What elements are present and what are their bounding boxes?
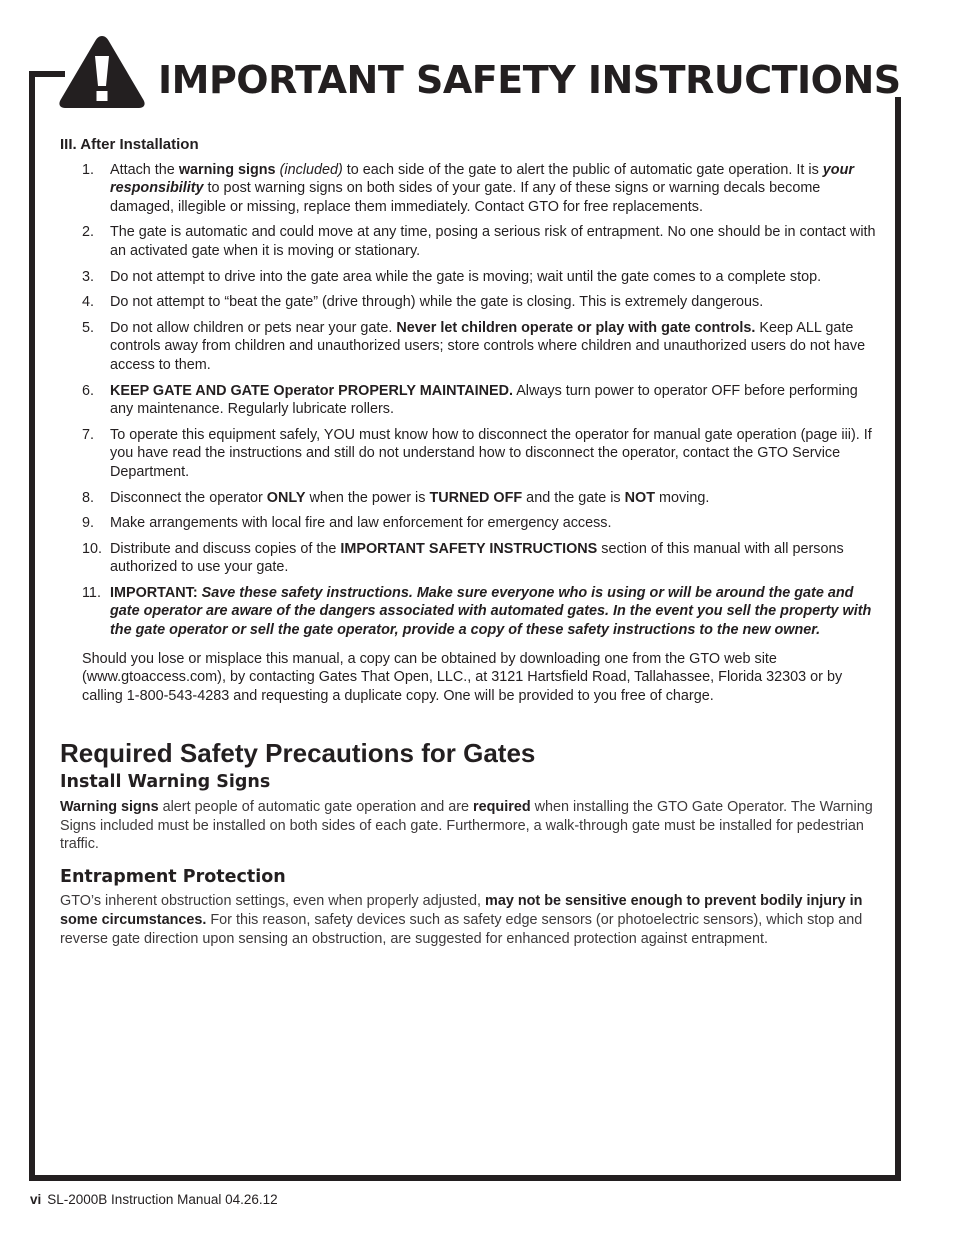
- text-run: Make arrangements with local fire and law enforcement for emergency access.: [110, 515, 612, 532]
- text-run: moving.: [655, 489, 710, 506]
- page-frame-bottom: [29, 1175, 901, 1181]
- text-run: to post warning signs on both sides of your gate. If any of these signs or warning decals become damaged, illegible or missing, replace them immediately. Contact GTO for free replacements.: [110, 180, 821, 215]
- text-run: Keep ALL gate controls away from children and unauthorized users; store controls where children and unauthorized users do not have access to them.: [110, 319, 866, 373]
- warning-signs-heading: Install Warning Signs: [60, 772, 271, 793]
- text-run: Do not attempt to “beat the gate” (drive through) while the gate is closing. This is extremely dangerous.: [110, 294, 764, 311]
- list-item: [60, 293, 882, 312]
- text-run: IMPORTANT:: [110, 584, 202, 601]
- list-item: [60, 514, 882, 533]
- text-run: and the gate is: [522, 489, 625, 506]
- page-frame-left: [29, 71, 35, 1181]
- text-run: Do not allow children or pets near your gate.: [110, 319, 397, 336]
- list-item-number: 8.: [82, 489, 95, 506]
- text-run: when the power is: [305, 489, 430, 506]
- text-run: section of this manual with all persons authorized to use your gate.: [110, 540, 844, 576]
- entrapment-paragraph: [60, 892, 882, 948]
- text-run: Do not attempt to drive into the gate area while the gate is moving; wait until the gate comes to a complete stop.: [110, 268, 822, 285]
- entrapment-heading: Entrapment Protection: [60, 866, 286, 887]
- list-item-number: 1.: [82, 161, 95, 178]
- page-title: IMPORTANT SAFETY INSTRUCTIONS: [158, 58, 901, 102]
- text-run: For this reason, safety devices such as safety edge sensors (or photoelectric sensors), which stop and reverse gate direction upon sensing an obstruction, are suggested for enhanced protection against entrapment.: [60, 912, 863, 947]
- instruction-list: [60, 161, 882, 640]
- text-run: IMPORTANT SAFETY INSTRUCTIONS: [340, 540, 598, 557]
- text-run: to each side of the gate to alert the public of automatic gate operation. It is: [342, 161, 823, 178]
- text-run: when installing the GTO Gate Operator. The Warning Signs included must be installed on both sides of each gate. Furthermore, a walk-through gate must be installed for pedestrian traffic.: [60, 799, 873, 853]
- list-item: [60, 426, 882, 482]
- text-run: GTO’s inherent obstruction settings, even when properly adjusted,: [60, 893, 486, 910]
- precautions-heading: Required Safety Precautions for Gates: [60, 738, 536, 769]
- list-item: [60, 268, 882, 287]
- text-run: warning signs: [178, 161, 276, 178]
- list-item-number: 5.: [82, 319, 95, 336]
- section-heading: III. After Installation: [60, 136, 199, 153]
- text-run: The gate is automatic and could move at any time, posing a serious risk of entrapment. No one should be in contact with an activated gate when it is moving or stationary.: [110, 224, 876, 259]
- list-item-number: 2.: [82, 224, 95, 241]
- page-number: vi: [30, 1192, 42, 1207]
- text-run: Attach the: [110, 161, 179, 178]
- manual-copy-note: Should you lose or misplace this manual, a copy can be obtained by downloading one from the GTO web site (www.gtoaccess.com), by contacting Gates That Open, LLC., at 3121 Hartsfield Road, Tallahassee, Florida 32303 or by calling 1-800-543-4283 and requesting a duplicate copy. One will be provided to you free of charge.: [82, 650, 843, 704]
- content: [60, 136, 882, 948]
- list-item-number: 4.: [82, 294, 95, 311]
- text-run: your responsibility: [110, 161, 854, 197]
- warning-triangle-icon: [58, 34, 146, 110]
- text-run: Disconnect the operator: [110, 489, 267, 506]
- text-run: To operate this equipment safely, YOU must know how to disconnect the operator for manual gate operation (page iii). If you have read the instructions and still do not understand how to disconnect the operator, contact the GTO Service Department.: [110, 426, 872, 480]
- list-item: [60, 382, 882, 419]
- list-item: [60, 161, 882, 217]
- list-item: [60, 319, 882, 375]
- list-item: [60, 584, 882, 640]
- list-item-number: 3.: [82, 268, 95, 285]
- text-run: Always turn power to operator OFF before performing any maintenance. Regularly lubricate rollers.: [110, 382, 858, 418]
- page-frame-right: [895, 97, 901, 1181]
- text-run: (included): [279, 161, 343, 178]
- text-run: TURNED OFF: [429, 489, 523, 506]
- list-item: [60, 223, 882, 260]
- text-run: may not be sensitive enough to prevent bodily injury in some circumstances.: [60, 893, 863, 928]
- manual-info: SL-2000B Instruction Manual 04.26.12: [47, 1192, 278, 1207]
- list-item-number: 7.: [82, 426, 95, 443]
- text-run: KEEP GATE AND GATE Operator PROPERLY MAINTAINED.: [110, 382, 513, 399]
- text-run: Never let children operate or play with gate controls.: [396, 319, 756, 336]
- warning-signs-paragraph: [60, 798, 882, 854]
- page-footer: [30, 1192, 278, 1207]
- text-run: Distribute and discuss copies of the: [110, 540, 341, 557]
- text-run: alert people of automatic gate operation and are: [158, 799, 474, 816]
- list-item: [60, 540, 882, 577]
- list-item-number: 10.: [82, 540, 103, 557]
- text-run: Save these safety instructions. Make sure everyone who is using or will be around the gate and gate operator are aware of the dangers associated with automated gates. In the event you sell the property with the gate operator or sell the gate operator, provide a copy of these safety instructions to the new owner.: [110, 584, 872, 639]
- list-item-number: 9.: [82, 515, 95, 532]
- text-run: NOT: [624, 489, 655, 506]
- list-item: [60, 489, 882, 508]
- text-run: required: [473, 799, 531, 816]
- list-item-number: 6.: [82, 382, 95, 399]
- text-run: ONLY: [266, 489, 306, 506]
- text-run: Warning signs: [60, 799, 159, 816]
- list-item-number: 11.: [82, 584, 101, 601]
